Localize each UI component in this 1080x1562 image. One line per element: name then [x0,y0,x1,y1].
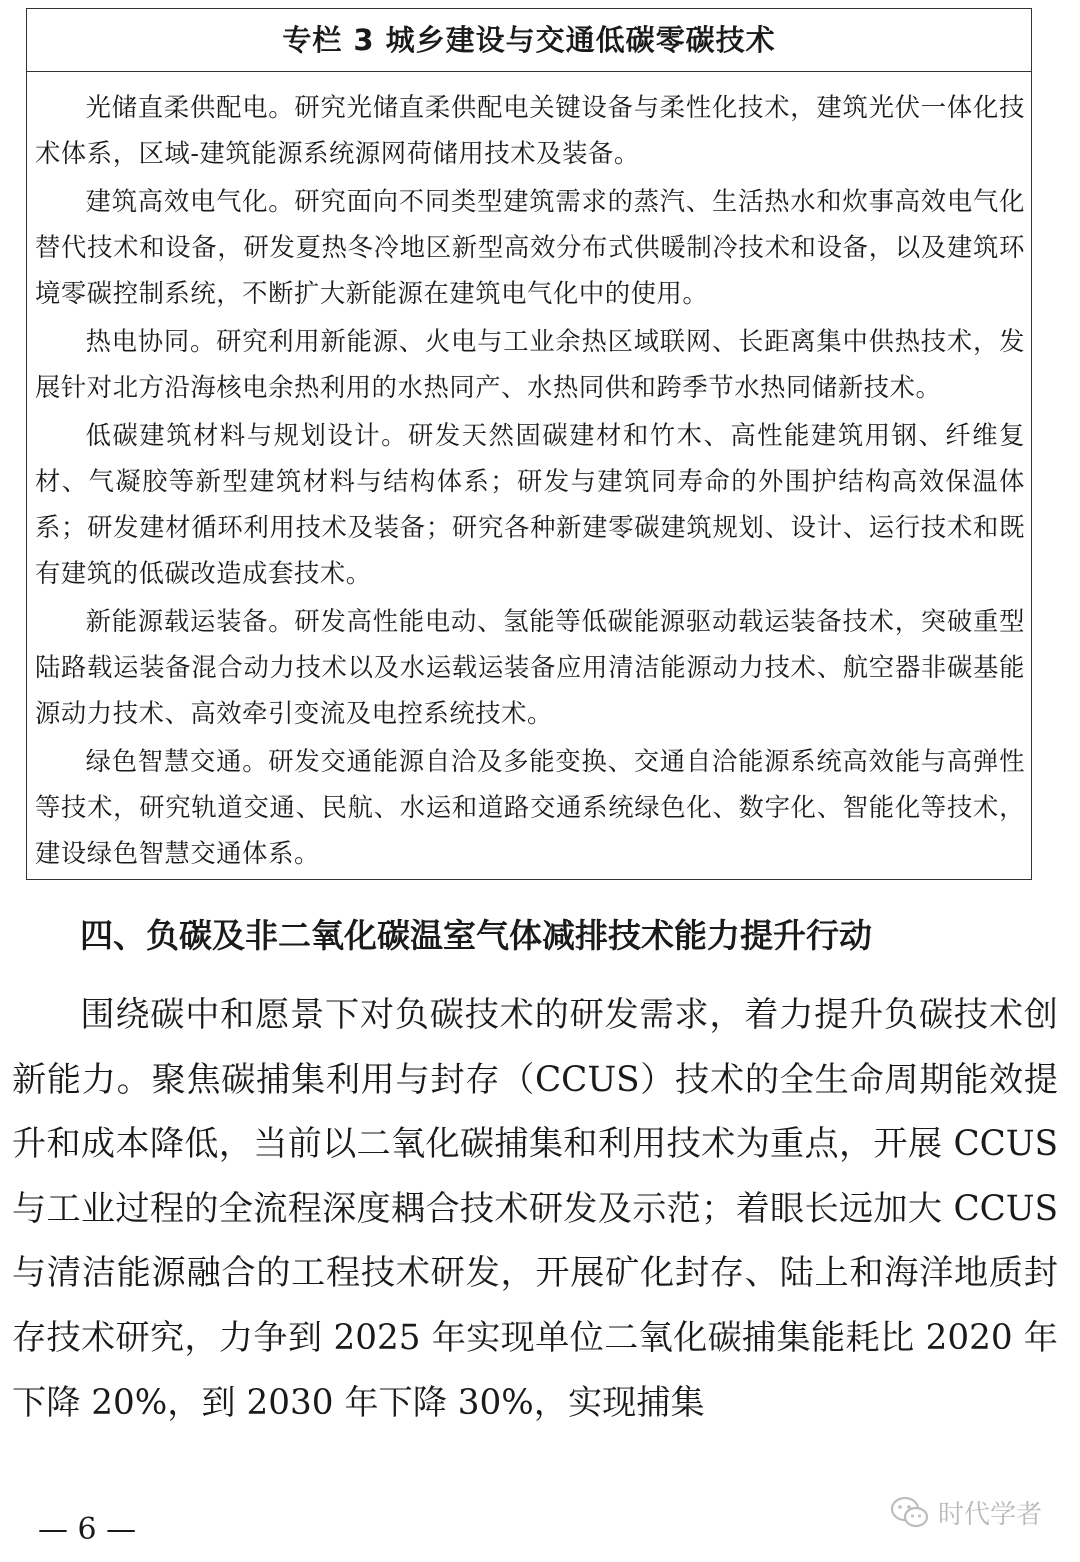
sidebar-box [26,8,1032,880]
section-paragraph: 围绕碳中和愿景下对负碳技术的研发需求，着力提升负碳技术创新能力。聚焦碳捕集利用与封存（CCUS）技术的全生命周期能效提升和成本降低，当前以二氧化碳捕集和利用技术为重点，开展 CCUS 与工业过程的全流程深度耦合技术研发及示范；着眼长远加大 CCUS 与清洁能源融合的工程技术研发，开展矿化封存、陆上和海洋地质封存技术研究，力争到 2025 年实现单位二氧化碳捕集能耗比 2020 年下降 20%，到 2030 年下降 30%，实现捕集 [12,995,1058,1423]
box-title: 专栏 3 城乡建设与交通低碳零碳技术 [27,9,1031,72]
box-paragraph: 绿色智慧交通。研发交通能源自洽及多能变换、交通自洽能源系统高效能与高弹性等技术，研究轨道交通、民航、水运和道路交通系统绿色化、数字化、智能化等技术，建设绿色智慧交通体系。 [35,747,1025,868]
box-paragraph: 热电协同。研究利用新能源、火电与工业余热区域联网、长距离集中供热技术，发展针对北方沿海核电余热利用的水热同产、水热同供和跨季节水热同储新技术。 [35,327,1025,402]
box-paragraph: 建筑高效电气化。研究面向不同类型建筑需求的蒸汽、生活热水和炊事高效电气化替代技术和设备，研发夏热冬冷地区新型高效分布式供暖制冷技术和设备，以及建筑环境零碳控制系统，不断扩大新能源在建筑电气化中的使用。 [35,187,1025,308]
watermark [890,1494,1042,1531]
box-paragraph: 低碳建筑材料与规划设计。研发天然固碳建材和竹木、高性能建筑用钢、纤维复材、气凝胶等新型建筑材料与结构体系；研发与建筑同寿命的外围护结构高效保温体系；研发建材循环利用技术及装备；研究各种新建零碳建筑规划、设计、运行技术和既有建筑的低碳改造成套技术。 [35,421,1025,588]
box-body [27,72,1031,877]
wechat-icon [890,1496,930,1530]
box-paragraph: 光储直柔供配电。研究光储直柔供配电关键设备与柔性化技术，建筑光伏一体化技术体系，区域-建筑能源系统源网荷储用技术及装备。 [35,93,1025,168]
section-heading: 四、负碳及非二氧化碳温室气体减排技术能力提升行动 [80,916,872,955]
watermark-text: 时代学者 [937,1500,1042,1530]
page-number: — 6 — [38,1512,137,1547]
box-paragraph: 新能源载运装备。研发高性能电动、氢能等低碳能源驱动载运装备技术，突破重型陆路载运装备混合动力技术以及水运载运装备应用清洁能源动力技术、航空器非碳基能源动力技术、高效牵引变流及电控系统技术。 [35,607,1025,728]
